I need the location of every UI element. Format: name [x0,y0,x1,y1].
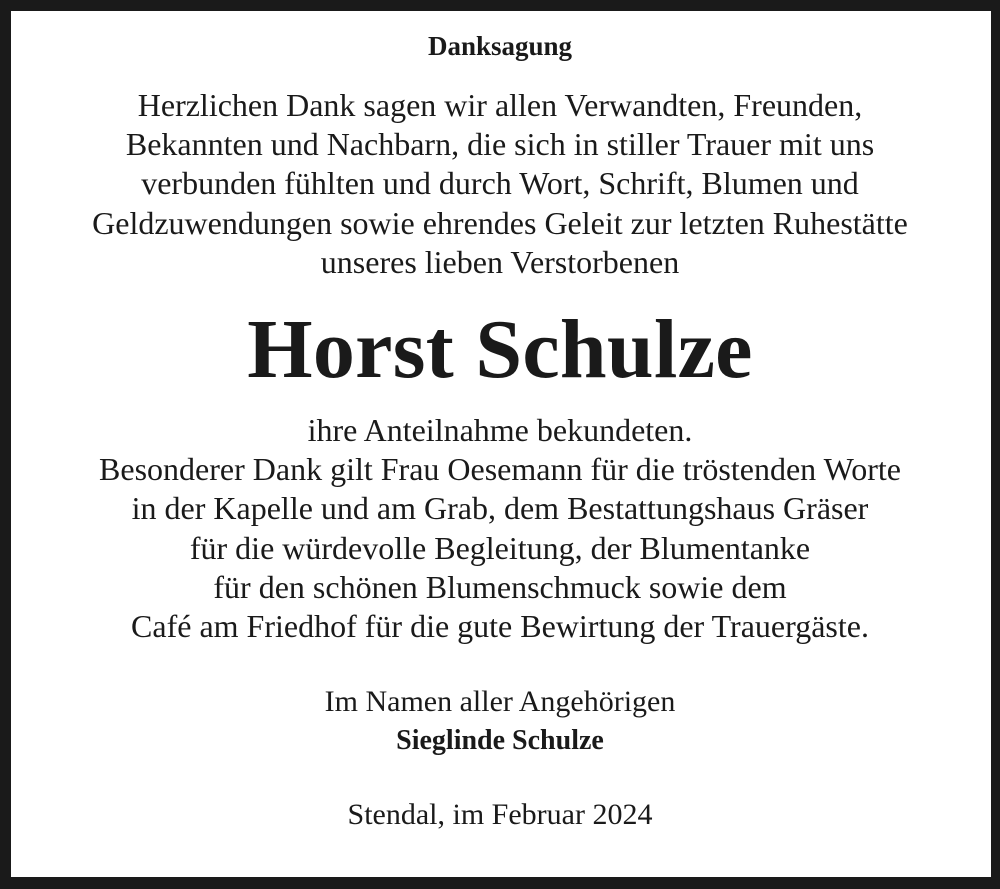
signature-intro: Im Namen aller Angehörigen [324,685,676,719]
signature-block [0,682,1000,760]
thanks-line: ihre Anteilnahme bekundeten. [307,412,693,449]
intro-line: unseres lieben Verstorbenen [320,243,680,280]
place-date: Stendal, im Februar 2024 [347,798,653,832]
thanks-line: für die würdevolle Begleitung, der Blumentanke [189,529,811,566]
place-date-block [0,795,1000,834]
signature-name: Sieglinde Schulze [396,725,604,757]
deceased-name: Horst Schulze [247,303,753,397]
thanks-line: für den schönen Blumenschmuck sowie dem [213,568,787,605]
thanks-paragraph [0,411,1000,646]
thanks-line: in der Kapelle und am Grab, dem Bestattungshaus Gräser [131,490,869,527]
thanks-line: Café am Friedhof für die gute Bewirtung der Trauergäste. [131,608,869,645]
notice-heading: Danksagung [427,31,573,61]
intro-line: Herzlichen Dank sagen wir allen Verwandten, Freunden, [137,87,863,123]
intro-paragraph [0,86,1000,282]
intro-line: Geldzuwendungen sowie ehrendes Geleit zur letzten Ruhestätte [92,204,908,241]
intro-line: Bekannten und Nachbarn, die sich in stiller Trauer mit uns [125,126,875,163]
thanks-line: Besonderer Dank gilt Frau Oesemann für die tröstenden Worte [99,451,901,488]
intro-line: verbunden fühlten und durch Wort, Schrift, Blumen und [141,165,859,202]
